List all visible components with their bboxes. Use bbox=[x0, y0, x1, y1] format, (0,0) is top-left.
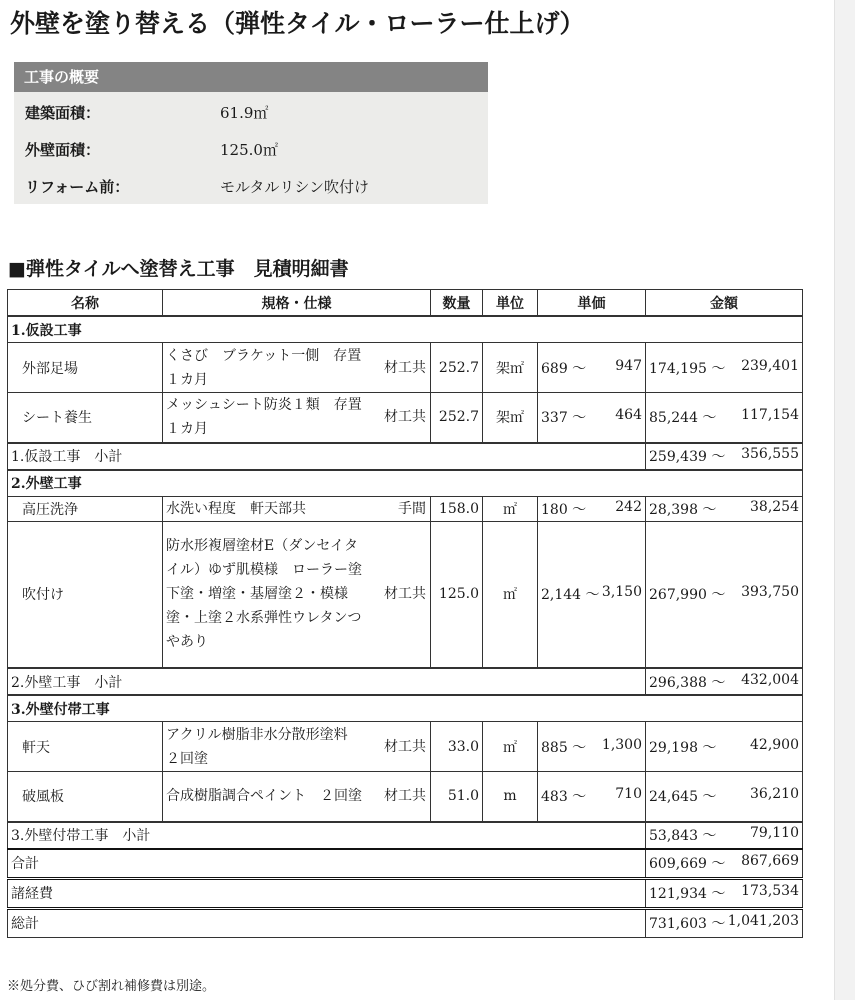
overview-box bbox=[14, 62, 488, 204]
table-row bbox=[8, 521, 803, 668]
price-low: 689 ～ bbox=[541, 360, 587, 377]
item-spec-text: アクリル樹脂非水分散形塗料 ２回塗 bbox=[166, 726, 362, 767]
table-row bbox=[8, 343, 803, 393]
price-low: 180 ～ bbox=[541, 501, 587, 518]
table-row bbox=[8, 722, 803, 772]
estimate-heading: ■弾性タイルへ塗替え工事 見積明細書 bbox=[8, 258, 349, 280]
item-name: シート養生 bbox=[8, 393, 163, 443]
amount-low: 121,934 ～ bbox=[649, 886, 726, 902]
page-title: 外壁を塗り替える（弾性タイル・ローラー仕上げ） bbox=[10, 9, 585, 38]
item-unit: ㎡ bbox=[483, 722, 538, 772]
item-amount bbox=[646, 772, 803, 822]
header-qty: 数量 bbox=[431, 290, 483, 317]
price-low: 2,144 ～ bbox=[541, 587, 600, 604]
item-spec-text: 合成樹脂調合ペイント ２回塗 bbox=[166, 788, 362, 805]
amount-high: 867,669 bbox=[741, 853, 799, 869]
header-spec: 規格・仕様 bbox=[163, 290, 431, 317]
item-unit-price bbox=[538, 343, 646, 393]
amount-low: 267,990 ～ bbox=[649, 587, 726, 604]
table-header-row bbox=[8, 290, 803, 317]
item-spec bbox=[163, 772, 431, 822]
item-spec-note: 材工共 bbox=[384, 586, 426, 603]
amount-high: 36,210 bbox=[750, 786, 799, 803]
item-qty: 252.7 bbox=[431, 393, 483, 443]
item-qty: 252.7 bbox=[431, 343, 483, 393]
amount-low: 731,603 ～ bbox=[649, 916, 726, 932]
item-unit: 架㎡ bbox=[483, 393, 538, 443]
item-spec bbox=[163, 521, 431, 668]
overview-label: 外壁面積： bbox=[25, 141, 101, 159]
subtotal-label: 2.外壁工事 小計 bbox=[8, 668, 646, 695]
amount-low: 28,398 ～ bbox=[649, 501, 717, 518]
amount-low: 29,198 ～ bbox=[649, 739, 717, 756]
amount-high: 42,900 bbox=[750, 736, 799, 753]
item-name: 吹付け bbox=[8, 521, 163, 668]
amount-high: 173,534 bbox=[741, 883, 799, 899]
item-unit-price bbox=[538, 772, 646, 822]
item-unit-price bbox=[538, 496, 646, 521]
item-name: 外部足場 bbox=[8, 343, 163, 393]
item-name: 高圧洗浄 bbox=[8, 496, 163, 521]
item-spec-note: 材工共 bbox=[384, 359, 426, 376]
overhead-amount bbox=[646, 878, 803, 908]
amount-low: 174,195 ～ bbox=[649, 360, 726, 377]
overview-label: 建築面積： bbox=[25, 104, 101, 122]
item-name: 破風板 bbox=[8, 772, 163, 822]
item-spec-note: 材工共 bbox=[384, 788, 426, 805]
grand-total-amount bbox=[646, 908, 803, 937]
subtotal-amount bbox=[646, 443, 803, 470]
overview-label: リフォーム前： bbox=[25, 178, 130, 196]
overview-value: 61.9㎡ bbox=[220, 104, 269, 122]
overview-row-before-reform bbox=[14, 166, 488, 203]
overview-row-building-area bbox=[14, 92, 488, 129]
item-spec bbox=[163, 343, 431, 393]
item-amount bbox=[646, 496, 803, 521]
amount-high: 356,555 bbox=[741, 446, 799, 462]
price-high: 3,150 bbox=[601, 584, 642, 601]
subtotal-label: 1.仮設工事 小計 bbox=[8, 443, 646, 470]
item-spec bbox=[163, 393, 431, 443]
item-spec-text: くさび ブラケット一側 存置１カ月 bbox=[166, 347, 362, 388]
item-spec bbox=[163, 722, 431, 772]
price-high: 947 bbox=[615, 357, 642, 374]
amount-high: 432,004 bbox=[741, 671, 799, 688]
item-qty: 158.0 bbox=[431, 496, 483, 521]
item-unit-price bbox=[538, 393, 646, 443]
amount-low: 259,439 ～ bbox=[649, 449, 726, 465]
subtotal-label: 3.外壁付帯工事 小計 bbox=[8, 822, 646, 849]
grand-total-row bbox=[8, 908, 803, 937]
amount-high: 38,254 bbox=[750, 498, 799, 515]
price-high: 242 bbox=[615, 498, 642, 515]
item-unit: 架㎡ bbox=[483, 343, 538, 393]
section-title: 1.仮設工事 bbox=[8, 316, 803, 343]
amount-high: 1,041,203 bbox=[727, 913, 799, 929]
section-row bbox=[8, 470, 803, 497]
subtotal-amount bbox=[646, 822, 803, 849]
amount-high: 117,154 bbox=[741, 407, 799, 424]
estimate-table bbox=[7, 289, 803, 938]
price-low: 483 ～ bbox=[541, 789, 587, 806]
item-unit-price bbox=[538, 722, 646, 772]
item-amount bbox=[646, 722, 803, 772]
price-high: 464 bbox=[615, 407, 642, 424]
item-unit: ㎡ bbox=[483, 521, 538, 668]
overhead-label: 諸経費 bbox=[8, 878, 646, 908]
overview-value: 125.0㎡ bbox=[220, 141, 278, 159]
overview-row-wall-area bbox=[14, 129, 488, 166]
item-spec-note: 材工共 bbox=[384, 409, 426, 426]
item-spec-text: 防水形複層塗材E（ダンセイタイル）ゆず肌模様 ローラー塗下塗・増塗・基層塗２・模様塗・上塗２水系弾性ウレタンつやあり bbox=[166, 538, 362, 651]
subtotal-row bbox=[8, 668, 803, 695]
item-name: 軒天 bbox=[8, 722, 163, 772]
item-spec bbox=[163, 496, 431, 521]
grand-total-label: 総計 bbox=[8, 908, 646, 937]
section-row bbox=[8, 695, 803, 722]
amount-high: 79,110 bbox=[750, 825, 799, 841]
subtotal-amount bbox=[646, 668, 803, 695]
amount-low: 85,244 ～ bbox=[649, 410, 717, 427]
overview-heading: 工事の概要 bbox=[14, 62, 488, 92]
table-row bbox=[8, 496, 803, 521]
table-row bbox=[8, 393, 803, 443]
subtotal-row bbox=[8, 822, 803, 849]
subtotal-row bbox=[8, 443, 803, 470]
amount-low: 24,645 ～ bbox=[649, 789, 717, 806]
header-amount: 金額 bbox=[646, 290, 803, 317]
section-row bbox=[8, 316, 803, 343]
overhead-row bbox=[8, 878, 803, 908]
amount-high: 393,750 bbox=[741, 584, 799, 601]
price-high: 1,300 bbox=[601, 736, 642, 753]
header-unit: 単位 bbox=[483, 290, 538, 317]
item-amount bbox=[646, 343, 803, 393]
item-spec-note: 手間 bbox=[398, 500, 426, 517]
page-edge-bar bbox=[834, 0, 855, 1000]
item-amount bbox=[646, 393, 803, 443]
item-unit-price bbox=[538, 521, 646, 668]
item-amount bbox=[646, 521, 803, 668]
amount-low: 609,669 ～ bbox=[649, 856, 726, 872]
footnote: ※処分費、ひび割れ補修費は別途。 bbox=[7, 979, 216, 994]
amount-low: 296,388 ～ bbox=[649, 674, 726, 691]
total-amount bbox=[646, 849, 803, 879]
total-label: 合計 bbox=[8, 849, 646, 879]
item-spec-text: メッシュシート防炎１類 存置１カ月 bbox=[166, 397, 362, 438]
price-low: 337 ～ bbox=[541, 410, 587, 427]
item-unit: m bbox=[483, 772, 538, 822]
price-low: 885 ～ bbox=[541, 739, 587, 756]
amount-low: 53,843 ～ bbox=[649, 828, 717, 844]
item-qty: 33.0 bbox=[431, 722, 483, 772]
item-qty: 125.0 bbox=[431, 521, 483, 668]
header-unit-price: 単価 bbox=[538, 290, 646, 317]
section-title: 3.外壁付帯工事 bbox=[8, 695, 803, 722]
item-spec-text: 水洗い程度 軒天部共 bbox=[166, 500, 306, 517]
item-qty: 51.0 bbox=[431, 772, 483, 822]
header-name: 名称 bbox=[8, 290, 163, 317]
amount-high: 239,401 bbox=[741, 357, 799, 374]
overview-value: モルタルリシン吹付け bbox=[220, 178, 370, 196]
table-row bbox=[8, 772, 803, 822]
price-high: 710 bbox=[615, 786, 642, 803]
item-spec-note: 材工共 bbox=[384, 738, 426, 755]
item-unit: ㎡ bbox=[483, 496, 538, 521]
total-row bbox=[8, 849, 803, 879]
section-title: 2.外壁工事 bbox=[8, 470, 803, 497]
